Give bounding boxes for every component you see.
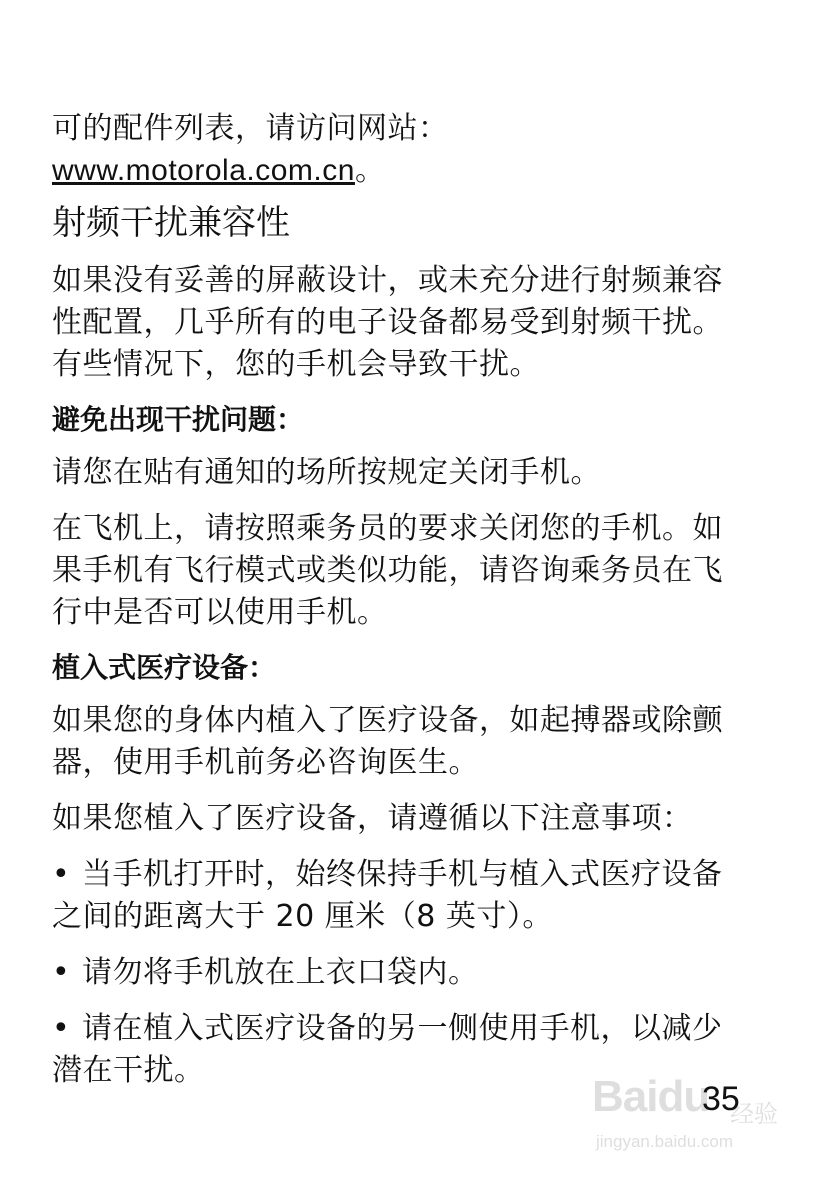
avoid-paragraph-2: 在飞机上，请按照乘务员的要求关闭您的手机。如果手机有飞行模式或类似功能，请咨询乘务员在飞行中是否可以使用手机。 <box>52 511 723 630</box>
bullet-text: 当手机打开时，始终保持手机与植入式医疗设备之间的距离大于 20 厘米（8 英寸）。 <box>52 857 723 934</box>
link-suffix: 。 <box>354 153 386 188</box>
avoid-paragraph-1: 请您在贴有通知的场所按规定关闭手机。 <box>52 455 601 490</box>
watermark-text: 经验 <box>730 1100 778 1128</box>
medical-paragraph-2: 如果您植入了医疗设备，请遵循以下注意事项： <box>52 801 693 836</box>
bullet-dot-icon: • <box>52 1011 71 1046</box>
intro-link-line <box>52 150 752 192</box>
intro-line: 可的配件列表，请访问网站： <box>52 111 449 146</box>
bullet-item <box>52 952 752 994</box>
page-number: 35 <box>702 1080 740 1118</box>
section-heading: 射频干扰兼容性 <box>52 203 290 243</box>
rf-paragraph: 如果没有妥善的屏蔽设计，或未充分进行射频兼容性配置，几乎所有的电子设备都易受到射频干扰。有些情况下，您的手机会导致干扰。 <box>52 263 723 382</box>
watermark-logo: Baidu <box>592 1072 710 1121</box>
baidu-watermark <box>590 1060 790 1160</box>
bullet-text: 请在植入式医疗设备的另一侧使用手机，以减少潜在干扰。 <box>52 1011 723 1088</box>
watermark-url: jingyan.baidu.com <box>596 1132 734 1151</box>
bullet-text: 请勿将手机放在上衣口袋内。 <box>82 955 479 990</box>
medical-heading: 植入式医疗设备： <box>52 651 277 684</box>
avoid-heading: 避免出现干扰问题： <box>52 403 305 436</box>
bullet-dot-icon: • <box>52 955 71 990</box>
medical-paragraph-1: 如果您的身体内植入了医疗设备，如起搏器或除颤器，使用手机前务必咨询医生。 <box>52 703 723 780</box>
bullet-dot-icon: • <box>52 857 71 892</box>
bullet-item <box>52 854 752 938</box>
motorola-website-link[interactable]: www.motorola.com.cn <box>52 154 355 187</box>
page-content <box>52 108 752 1106</box>
